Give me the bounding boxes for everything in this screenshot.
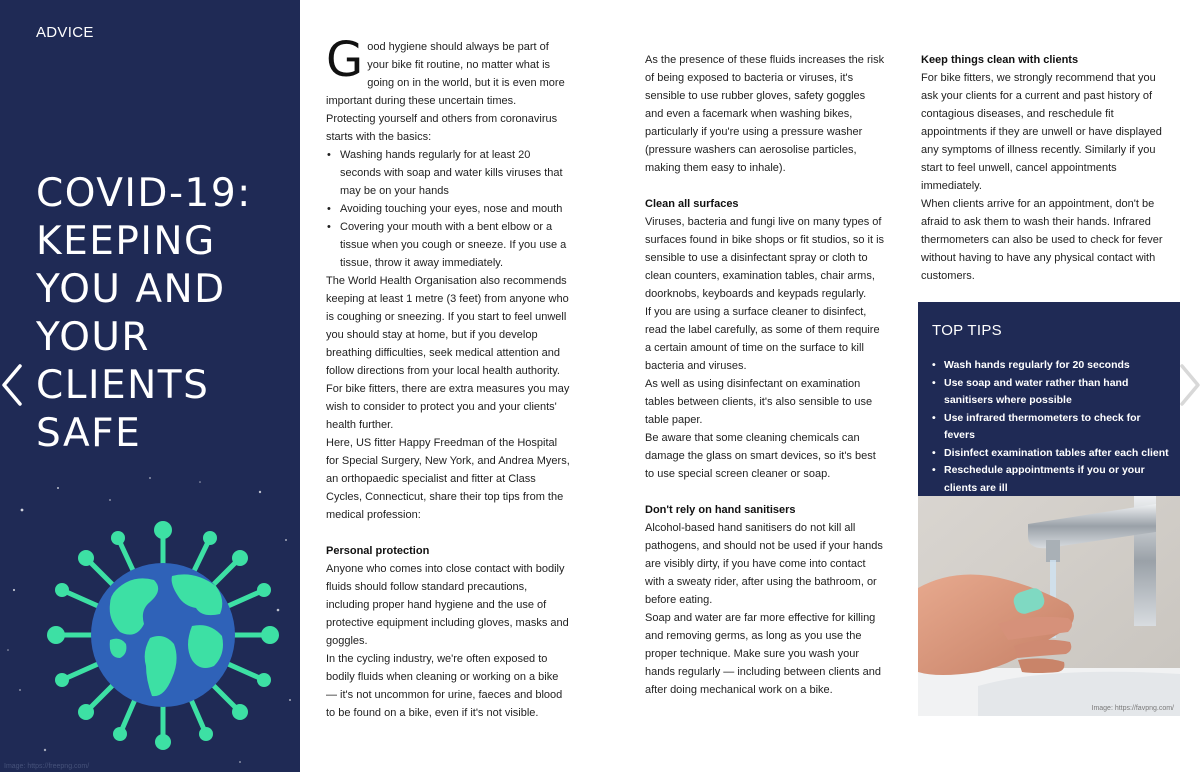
top-tips-title: TOP TIPS [932,322,1002,339]
previous-page-arrow-icon[interactable] [0,362,26,408]
image-credit-photo: Image: https://favpng.com/ [1091,705,1174,712]
handwashing-photo [918,496,1180,716]
image-credit-left: Image: https://freepng.com/ [4,763,90,770]
paragraph: Here, US fitter Happy Freedman of the Hospital for Special Surgery, New York, and Andrea Myers, an orthopaedic specialist and fitter at Class Cycles, Connecticut, share their top tips from the medical profession: [326,437,570,521]
tip-item: • Reschedule appointments if you or your clients are ill [932,462,1172,497]
handwashing-photo-graphic [918,496,1180,716]
paragraph: In the cycling industry, we're often exposed to bodily fluids when cleaning or working on a bike — it's not uncommon for urine, faeces and blood to be found on a bike, even if it's not visible. [326,653,563,719]
coronavirus-globe-illustration [38,520,288,750]
subheading-clean-with-clients: Keep things clean with clients [921,54,1079,66]
intro-paragraph: Good hygiene should always be part of your bike fit routine, no matter what is going on in the world, but it is even more important during these uncertain times. [326,32,565,107]
paragraph: Anyone who comes into close contact with bodily fluids should follow standard precautions, including proper hand hygiene and the use of protective equipment including gloves, masks and goggles. [326,563,569,647]
paragraph: For bike fitters, we strongly recommend that you ask your clients for a current and past history of contagious diseases, and reschedule fit appointments if they are unwell or have displayed any symptoms of illness recently. Similarly if you start to feel unwell, cancel appointments immediately. [921,72,1162,192]
paragraph: Soap and water are far more effective for killing and removing germs, as long as you use the proper technique. Make sure you wash your hands regularly — including between clients and after doing mechanical work on a bike. [645,612,882,696]
basics-list [326,146,570,272]
tip-item: • Disinfect examination tables after each client [932,445,1172,463]
drop-cap: G [326,32,364,88]
article-column-2 [645,51,885,699]
article-column-1 [326,32,570,722]
left-title-panel [0,0,300,772]
paragraph: The World Health Organisation also recommends keeping at least 1 metre (3 feet) from anyone who is coughing or sneezing. If you start to feel unwell you should stay at home, but if you develop breathing difficulties, seek medical attention and follow directions from your local health authority. [326,275,569,377]
article-column-3 [921,51,1171,285]
paragraph: Be aware that some cleaning chemicals can damage the glass on smart devices, so it's best to use special screen cleaner or soap. [645,432,876,480]
paragraph: As well as using disinfectant on examination tables between clients, it's also sensible to use table paper. [645,378,873,426]
subheading-hand-sanitisers: Don't rely on hand sanitisers [645,504,796,516]
article-title: COVID-19: KEEPING YOU AND YOUR CLIENTS SAFE [36,171,252,456]
list-item: • Avoiding touching your eyes, nose and mouth [326,200,570,218]
paragraph: If you are using a surface cleaner to disinfect, read the label carefully, as some of them require a certain amount of time on the surface to kill bacteria and viruses. [645,306,880,372]
tip-item: • Wash hands regularly for 20 seconds [932,357,1172,375]
subheading-clean-surfaces: Clean all surfaces [645,198,739,210]
tip-item: • Use soap and water rather than hand sanitisers where possible [932,375,1172,410]
paragraph: Viruses, bacteria and fungi live on many types of surfaces found in bike shops or fit studios, so it is sensible to use a disinfectant spray or cloth to clean counters, examination tables, chair arms, doorknobs, keyboards and keypads regularly. [645,216,885,300]
paragraph: Alcohol-based hand sanitisers do not kill all pathogens, and should not be used if your hands are visibly dirty, if you have come into contact with a sweaty rider, after using the bathroom, or before eating. [645,522,883,606]
section-label: ADVICE [36,24,94,41]
subheading-personal-protection: Personal protection [326,545,430,557]
tip-item: • Use infrared thermometers to check for fevers [932,410,1172,445]
paragraph: As the presence of these fluids increases the risk of being exposed to bacteria or viruses, it's sensible to use rubber gloves, safety goggles and even a facemark when washing bikes, particularly if you're using a pressure washer (pressure washers can aerosolise particles, making them easy to inhale). [645,54,885,174]
list-item: • Washing hands regularly for at least 20 seconds with soap and water kills viruses that may be on your hands [326,146,570,200]
paragraph: When clients arrive for an appointment, don't be afraid to ask them to wash their hands. Infrared thermometers can also be used to check for fever without having to have any physical contact with customers. [921,198,1163,282]
paragraph: Protecting yourself and others from coronavirus starts with the basics: [326,113,558,143]
paragraph: For bike fitters, there are extra measures you may wish to consider to protect you and your clients' health further. [326,383,570,431]
top-tips-box [918,302,1180,496]
list-item: • Covering your mouth with a bent elbow or a tissue when you cough or sneeze. If you use a tissue, throw it away immediately. [326,218,570,272]
top-tips-list [932,357,1172,497]
